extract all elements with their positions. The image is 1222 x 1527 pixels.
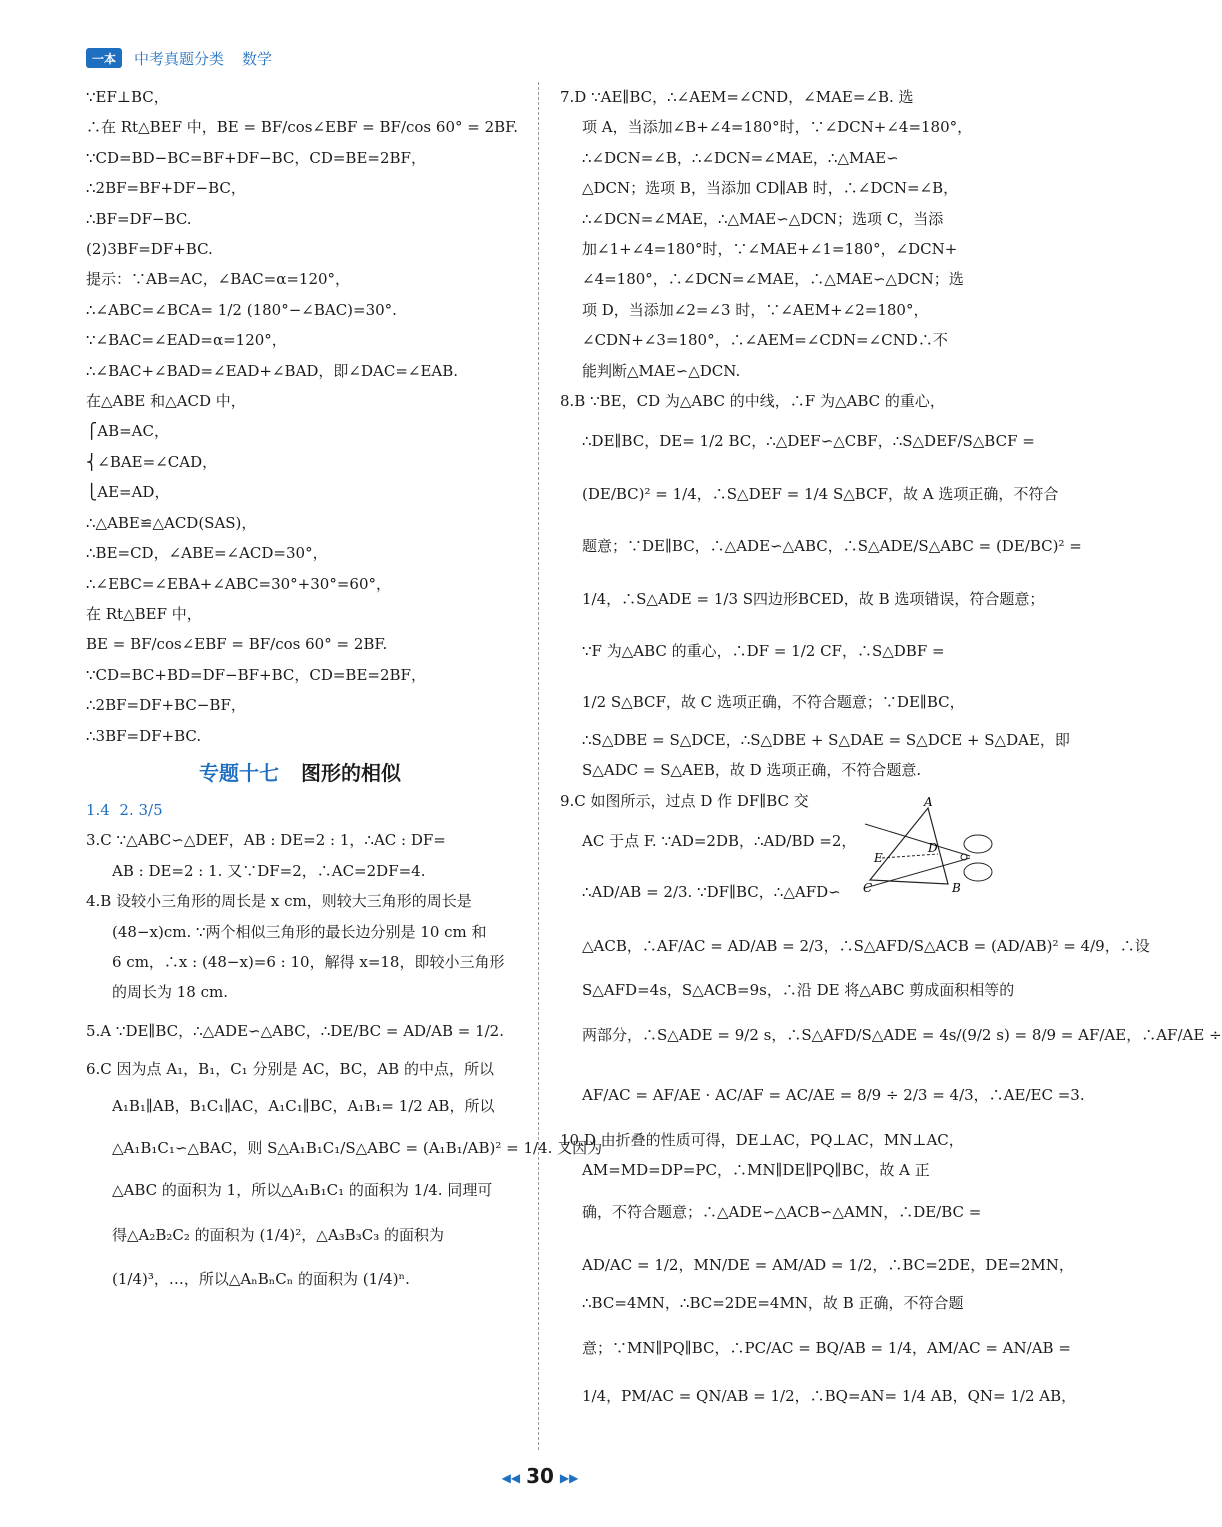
- answer-10-line: ∴BC=4MN，∴BC=2DE=4MN，故 B 正确，不符合题: [582, 1294, 964, 1313]
- answer-1-2: [86, 795, 514, 825]
- answer-4-line: 的周长为 18 cm.: [112, 983, 229, 1002]
- answer-7-line: ∠4=180°，∴∠DCN=∠MAE，∴△MAE∽△DCN；选: [582, 270, 964, 289]
- answer-4-line: 6 cm，∴x : (48−x)=6 : 10，解得 x=18，即较小三角形: [112, 952, 505, 971]
- answer-3-line: 3.C ∵△ABC∽△DEF，AB : DE=2 : 1，∴AC : DF=: [86, 831, 446, 850]
- triangle-scissors-figure: [860, 796, 1000, 906]
- next-arrows-icon: ▶▶: [559, 1470, 579, 1485]
- book-subject: 数学: [242, 49, 273, 68]
- text-line: ∴2BF=BF+DF−BC，: [86, 179, 246, 198]
- answer-6-line: 6.C 因为点 A₁，B₁，C₁ 分别是 AC，BC，AB 的中点，所以: [86, 1060, 494, 1079]
- column-divider: [538, 82, 539, 1450]
- text-line: ∴2BF=DF+BC−BF，: [86, 696, 246, 715]
- answer-10-line: 确，不符合题意；∴△ADE∽△ACB∽△AMN，∴DE/BC =: [582, 1203, 982, 1222]
- answer-7-line: △DCN；选项 B，当添加 CD∥AB 时，∴∠DCN=∠B，: [582, 179, 959, 198]
- left-column: [86, 82, 603, 1295]
- answer-6-line: △A₁B₁C₁∽△BAC，则 S△A₁B₁C₁/S△ABC = (A₁B₁/AB)² = 1/4. 又因为: [112, 1139, 603, 1157]
- answer-8-line: (DE/BC)² = 1/4，∴S△DEF = 1/4 S△BCF，故 A 选项正确，不符合: [582, 484, 1059, 503]
- answer-10-line: AM=MD=DP=PC，∴MN∥DE∥PQ∥BC，故 A 正: [582, 1160, 930, 1179]
- answer-6-line: (1/4)³，…，所以△AₙBₙCₙ 的面积为 (1/4)ⁿ.: [112, 1270, 410, 1289]
- text-line: ∴∠EBC=∠EBA+∠ABC=30°+30°=60°，: [86, 574, 391, 593]
- scissor-handle: [964, 863, 992, 881]
- scissor-handle: [964, 835, 992, 853]
- page-header: [86, 46, 272, 70]
- answer-9-line: △ACB，∴AF/AC = AD/AB = 2/3，∴S△AFD/S△ACB = (AD/AB)² = 4/9，∴设: [582, 936, 1150, 955]
- label-e: E: [874, 851, 883, 865]
- answer-9-line: S△AFD=4s，S△ACB=9s，∴沿 DE 将△ABC 剪成面积相等的: [582, 981, 1015, 1000]
- answer-2: 2. 3/5: [119, 800, 163, 819]
- text-line: ∴在 Rt△BEF 中，BE = BF/cos∠EBF = BF/cos 60° = 2BF.: [86, 118, 518, 137]
- text-line: ∵EF⊥BC，: [86, 88, 169, 106]
- right-column: [560, 82, 1222, 1411]
- section-title: 图形的相似: [301, 760, 401, 785]
- scissor-pivot: [961, 854, 967, 860]
- answer-9-line: 两部分，∴S△ADE = 9/2 s，∴S△AFD/S△ADE = 4s/(9/2 s) = 8/9 = AF/AE，∴AF/AE ÷: [582, 1025, 1222, 1044]
- answer-1: 1.4: [86, 800, 110, 819]
- answer-6-line: △ABC 的面积为 1，所以△A₁B₁C₁ 的面积为 1/4. 同理可: [112, 1181, 493, 1200]
- answer-4-line: (48−x)cm. ∵两个相似三角形的最长边分别是 10 cm 和: [112, 922, 487, 941]
- answer-10-line: 10.D 由折叠的性质可得，DE⊥AC，PQ⊥AC，MN⊥AC，: [560, 1130, 964, 1149]
- answer-8-line: ∵F 为△ABC 的重心，∴DF = 1/2 CF，∴S△DBF =: [582, 642, 945, 661]
- answer-7-line: 项 D，当添加∠2=∠3 时，∵∠AEM+∠2=180°，: [582, 300, 929, 319]
- book-series: 中考真题分类: [134, 49, 225, 68]
- answer-8-line: 题意；∵DE∥BC，∴△ADE∽△ABC，∴S△ADE/S△ABC = (DE/BC)² =: [582, 537, 1082, 556]
- answer-7-line: ∴∠DCN=∠MAE，∴△MAE∽△DCN；选项 C，当添: [582, 209, 944, 228]
- text-line: ∵CD=BC+BD=DF−BF+BC，CD=BE=2BF，: [86, 665, 426, 684]
- text-line: ∴∠ABC=∠BCA= 1/2 (180°−∠BAC)=30°.: [86, 300, 397, 319]
- page-number: 30: [526, 1464, 554, 1488]
- text-line: 提示：∵AB=AC，∠BAC=α=120°，: [86, 270, 351, 289]
- answer-6-line: A₁B₁∥AB，B₁C₁∥AC，A₁C₁∥BC，A₁B₁= 1/2 AB，所以: [112, 1096, 495, 1115]
- answer-6-line: 得△A₂B₂C₂ 的面积为 (1/4)²，△A₃B₃C₃ 的面积为: [112, 1225, 444, 1244]
- text-line: ∴△ABE≌△ACD(SAS)，: [86, 513, 257, 532]
- answer-8-line: 1/2 S△BCF，故 C 选项正确，不符合题意；∵DE∥BC，: [582, 692, 965, 711]
- label-b: B: [952, 881, 961, 895]
- prev-arrows-icon: ◀◀: [501, 1470, 521, 1485]
- answer-9-line: AF/AC = AF/AE · AC/AF = AC/AE = 8/9 ÷ 2/3 = 4/3，∴AE/EC =3.: [582, 1086, 1085, 1105]
- text-line: 在△ABE 和△ACD 中，: [86, 392, 246, 411]
- answer-7-line: 7.D ∵AE∥BC，∴∠AEM=∠CND，∠MAE=∠B. 选: [560, 88, 914, 106]
- answer-8-line: S△ADC = S△AEB，故 D 选项正确，不符合题意.: [582, 761, 922, 780]
- text-line: ⎧AB=AC，: [86, 422, 169, 441]
- answer-9-line: 9.C 如图所示，过点 D 作 DF∥BC 交: [560, 791, 809, 810]
- section-heading: [86, 751, 514, 795]
- text-line: ∴3BF=DF+BC.: [86, 726, 202, 745]
- answer-8-line: ∴DE∥BC，DE= 1/2 BC，∴△DEF∽△CBF，∴S△DEF/S△BCF =: [582, 432, 1035, 451]
- answer-10-line: 意；∵MN∥PQ∥BC，∴PC/AC = BQ/AB = 1/4，AM/AC = AN/AB =: [582, 1338, 1071, 1357]
- label-c: C: [863, 881, 873, 895]
- answer-5-line: 5.A ∵DE∥BC，∴△ADE∽△ABC，∴DE/BC = AD/AB = 1/2.: [86, 1021, 504, 1040]
- answer-8-line: ∴S△DBE = S△DCE，∴S△DBE + S△DAE = S△DCE + S△DAE，即: [582, 730, 1070, 749]
- text-line: 在 Rt△BEF 中，: [86, 604, 202, 623]
- section-number: 专题十七: [199, 760, 279, 785]
- label-d: D: [928, 841, 938, 855]
- answer-4-line: 4.B 设较小三角形的周长是 x cm，则较大三角形的周长是: [86, 892, 472, 911]
- text-line: (2)3BF=DF+BC.: [86, 240, 213, 259]
- text-line: ⎩AE=AD，: [86, 483, 170, 502]
- answer-10-line: AD/AC = 1/2，MN/DE = AM/AD = 1/2，∴BC=2DE，DE=2MN，: [582, 1255, 1074, 1274]
- text-line: ∴BE=CD，∠ABE=∠ACD=30°，: [86, 544, 328, 563]
- answer-8-line: 8.B ∵BE，CD 为△ABC 的中线，∴F 为△ABC 的重心，: [560, 392, 945, 411]
- answer-7-line: 加∠1+∠4=180°时，∵∠MAE+∠1=180°，∠DCN+: [582, 240, 958, 259]
- answer-10-line: 1/4，PM/AC = QN/AB = 1/2，∴BQ=AN= 1/4 AB，QN= 1/2 AB，: [582, 1387, 1077, 1405]
- text-line: ∴∠BAC+∠BAD=∠EAD+∠BAD，即∠DAC=∠EAB.: [86, 361, 459, 380]
- answer-3-line: AB : DE=2 : 1. 又∵DF=2，∴AC=2DF=4.: [112, 861, 426, 880]
- text-line: ∴BF=DF−BC.: [86, 209, 192, 228]
- text-line: ⎨∠BAE=∠CAD，: [86, 452, 218, 471]
- text-line: ∵∠BAC=∠EAD=α=120°，: [86, 331, 287, 350]
- brand-logo: 一本: [86, 48, 122, 68]
- answer-7-line: ∴∠DCN=∠B，∴∠DCN=∠MAE，∴△MAE∽: [582, 148, 899, 167]
- page-footer: [0, 1464, 1080, 1488]
- answer-9-line: ∴AD/AB = 2/3. ∵DF∥BC，∴△AFD∽: [582, 882, 841, 901]
- answer-7-line: ∠CDN+∠3=180°，∴∠AEM=∠CDN=∠CND∴不: [582, 331, 948, 350]
- label-a: A: [924, 795, 933, 809]
- answer-7-line: 项 A，当添加∠B+∠4=180°时，∵∠DCN+∠4=180°，: [582, 118, 973, 137]
- text-line: ∵CD=BD−BC=BF+DF−BC，CD=BE=2BF，: [86, 148, 426, 167]
- answer-7-line: 能判断△MAE∽△DCN.: [582, 361, 741, 380]
- text-line: BE = BF/cos∠EBF = BF/cos 60° = 2BF.: [86, 635, 388, 654]
- answer-8-line: 1/4，∴S△ADE = 1/3 S四边形BCED，故 B 选项错误，符合题意；: [582, 589, 1045, 608]
- answer-9-line: AC 于点 F. ∵AD=2DB，∴AD/BD =2，: [582, 832, 857, 851]
